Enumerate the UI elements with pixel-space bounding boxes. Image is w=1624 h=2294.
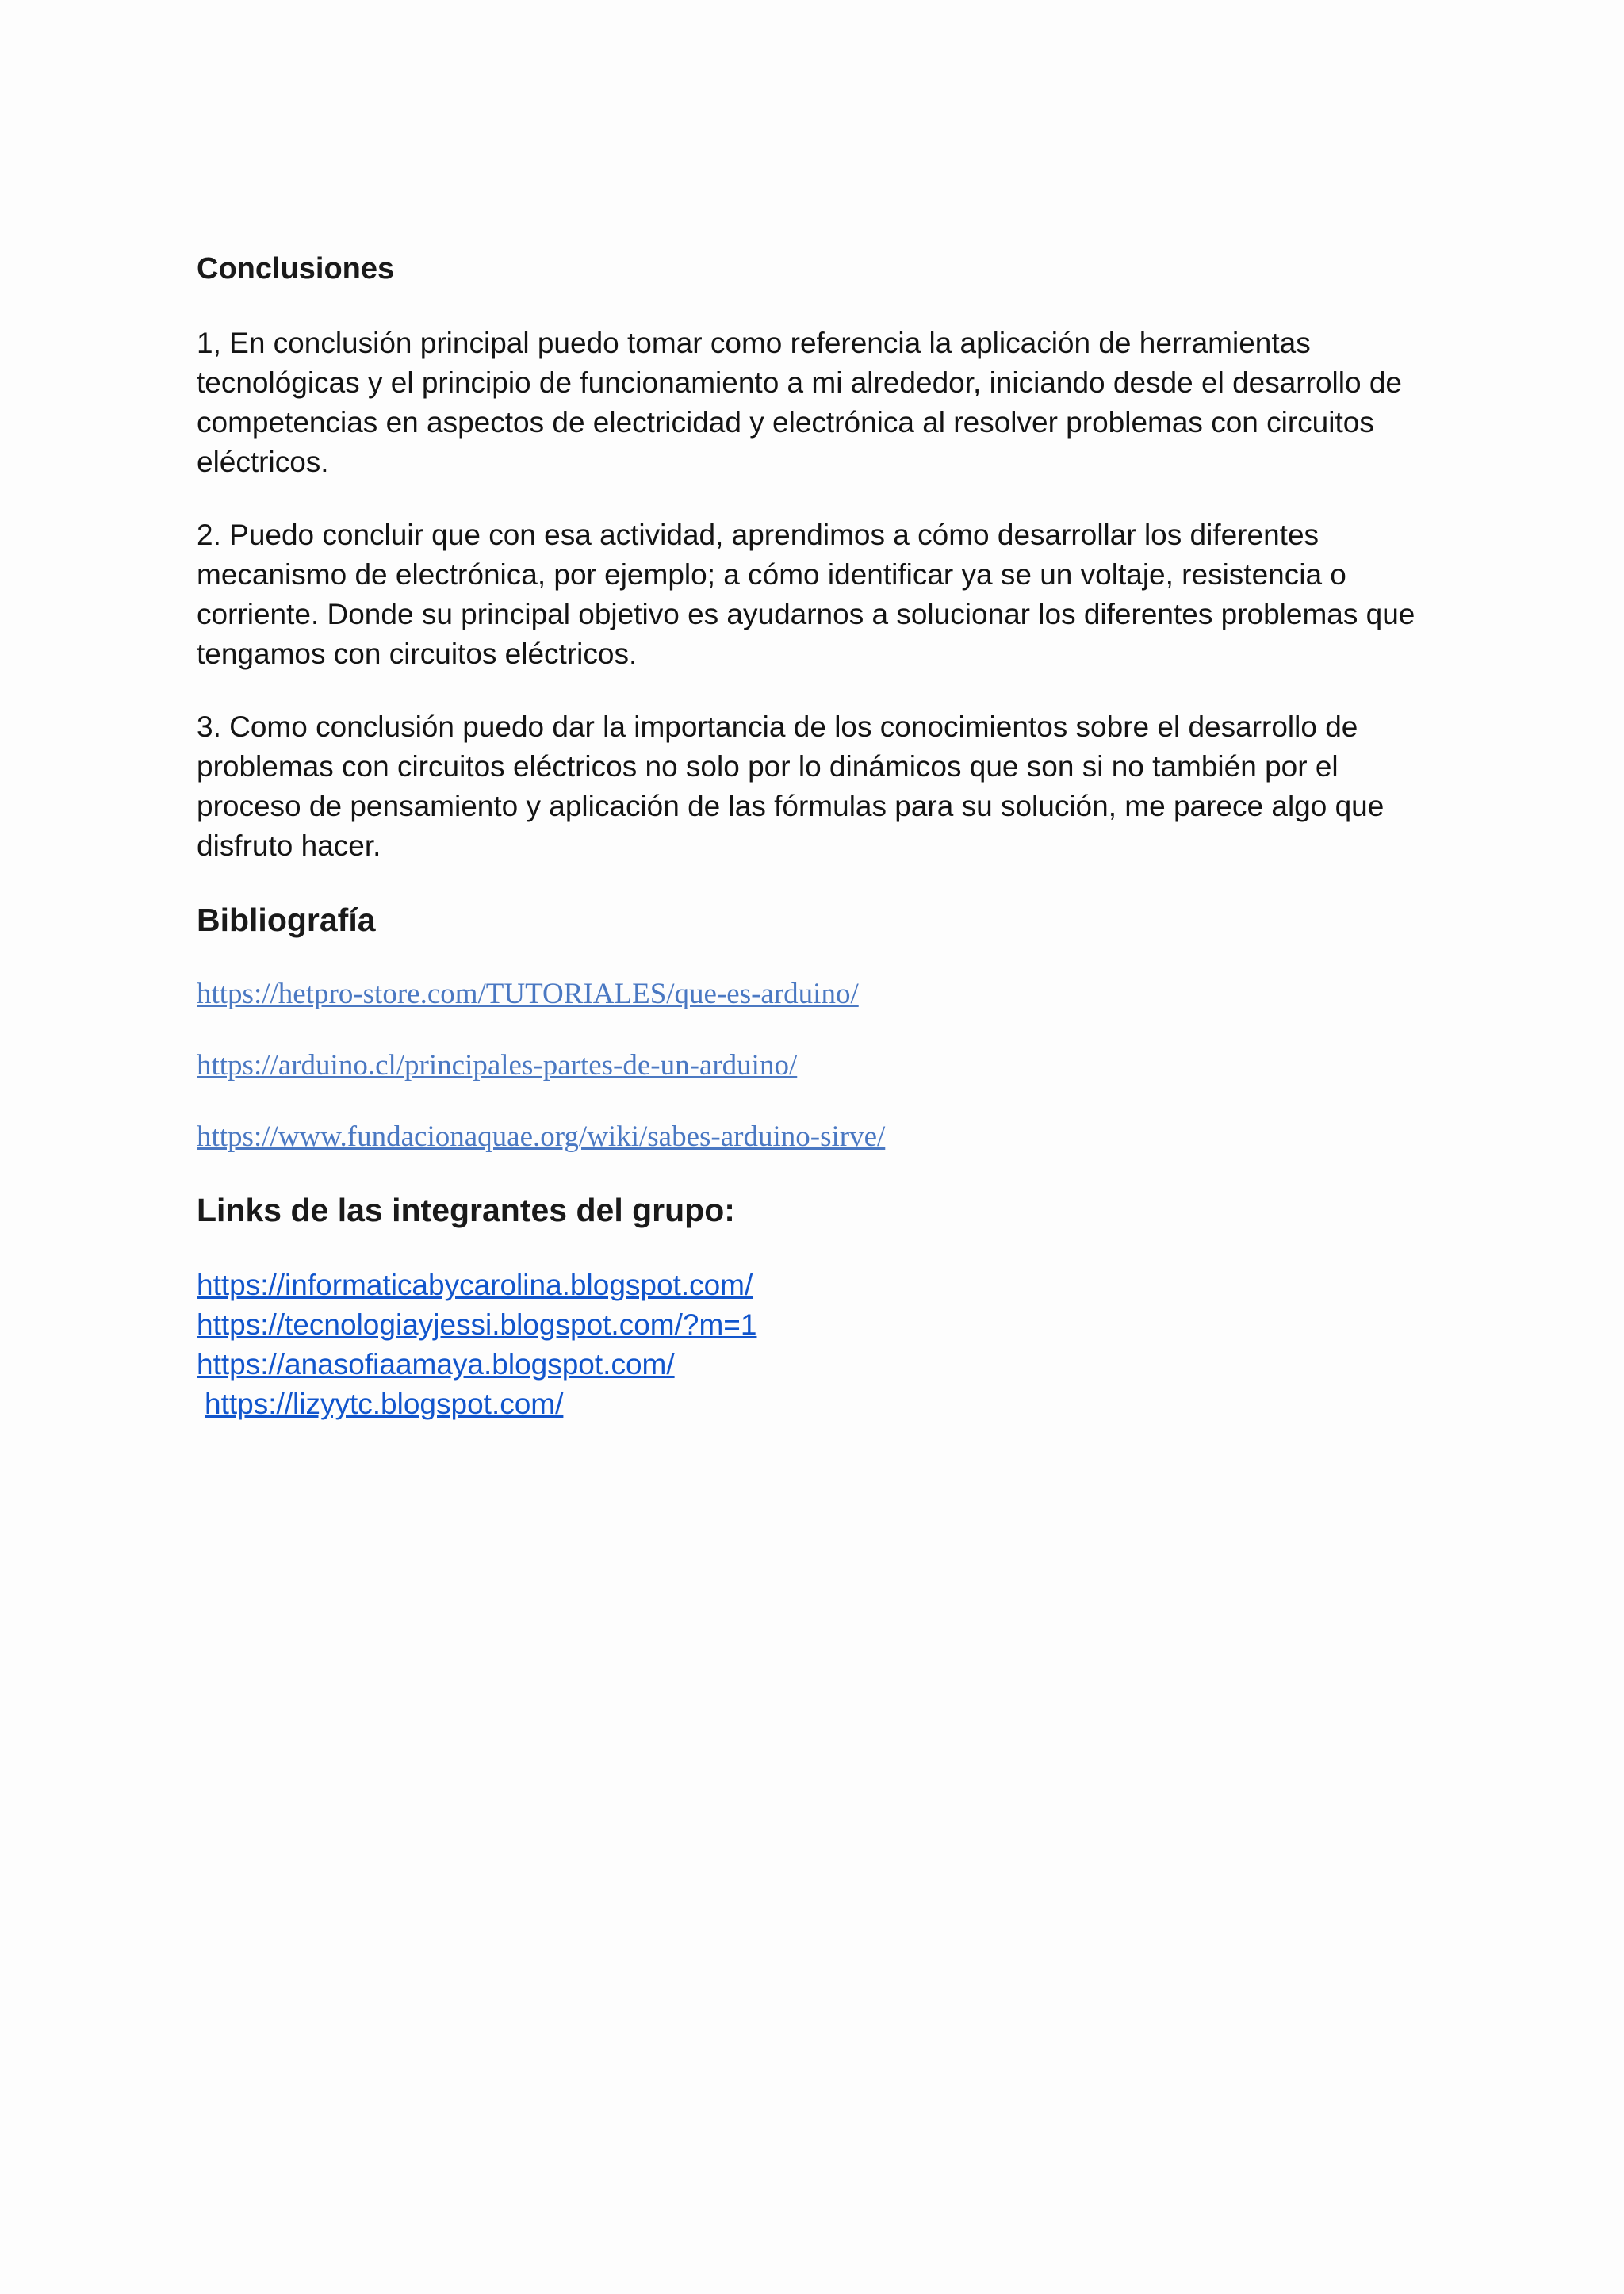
bibliography-heading: Bibliografía	[197, 902, 376, 938]
conclusions-heading: Conclusiones	[197, 252, 395, 285]
group-link-lizyytc[interactable]: https://lizyytc.blogspot.com/	[205, 1388, 564, 1420]
group-links-list	[197, 1266, 1450, 1424]
group-link-carolina[interactable]: https://informaticabycarolina.blogspot.com/	[197, 1269, 753, 1301]
bibliography-link-hetpro[interactable]: https://hetpro-store.com/TUTORIALES/que-es-arduino/	[197, 978, 859, 1010]
group-link-anasofia[interactable]: https://anasofiaamaya.blogspot.com/	[197, 1348, 675, 1381]
conclusion-paragraph-3: 3. Como conclusión puedo dar la importancia de los conocimientos sobre el desarrollo de problemas con circuitos eléctricos no solo por lo dinámicos que son si no también por el proceso de pensamiento y aplicación de las fórmulas para su solución, me parece algo que disfruto hacer.	[197, 710, 1385, 862]
bibliography-link-fundacionaquae[interactable]: https://www.fundacionaquae.org/wiki/sabes-arduino-sirve/	[197, 1120, 886, 1153]
bibliography-list	[197, 975, 1450, 1156]
conclusion-paragraph-2: 2. Puedo concluir que con esa actividad, aprendimos a cómo desarrollar los diferentes mecanismo de electrónica, por ejemplo; a cómo identificar ya se un voltaje, resistencia o corriente. Donde su principal objetivo es ayudarnos a solucionar los diferentes problemas que tengamos con circuitos eléctricos.	[197, 519, 1415, 670]
group-link-jessi[interactable]: https://tecnologiayjessi.blogspot.com/?m=1	[197, 1308, 757, 1341]
document-body	[197, 249, 1450, 1424]
bibliography-link-arduino-cl[interactable]: https://arduino.cl/principales-partes-de-un-arduino/	[197, 1049, 798, 1082]
group-links-heading: Links de las integrantes del grupo:	[197, 1192, 735, 1228]
conclusion-paragraph-1: 1, En conclusión principal puedo tomar como referencia la aplicación de herramientas tecnológicas y el principio de funcionamiento a mi alrededor, iniciando desde el desarrollo de competencias en aspectos de electricidad y electrónica al resolver problemas con circuitos eléctricos.	[197, 327, 1402, 478]
